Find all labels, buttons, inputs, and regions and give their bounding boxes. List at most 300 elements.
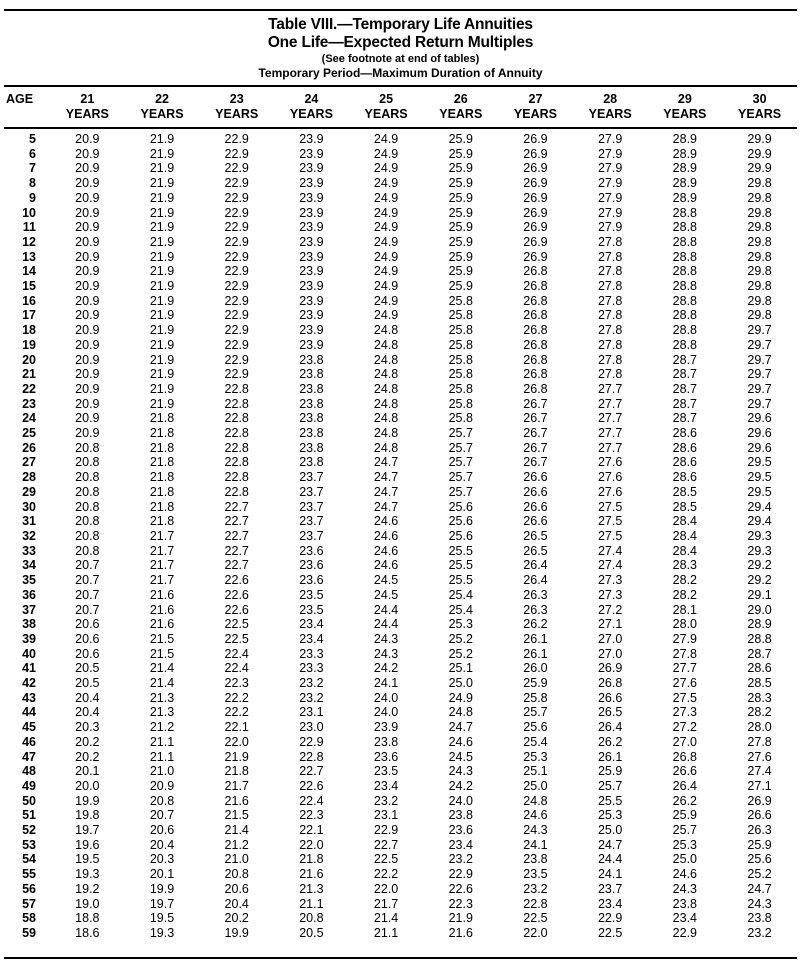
multiple-value-cell: 29.7 bbox=[747, 396, 772, 411]
multiple-value-cell: 20.0 bbox=[75, 778, 100, 793]
multiple-value-cell: 21.7 bbox=[224, 778, 249, 793]
multiple-value-cell: 22.9 bbox=[224, 337, 249, 352]
multiple-value-cell: 25.5 bbox=[448, 543, 473, 558]
multiple-value-cell: 20.4 bbox=[149, 837, 175, 852]
multiple-value-cell: 26.7 bbox=[523, 440, 548, 455]
multiple-value-cell: 25.6 bbox=[448, 499, 473, 514]
multiple-value-cell: 22.3 bbox=[448, 896, 473, 911]
table-row bbox=[4, 617, 797, 632]
multiple-value-cell: 24.6 bbox=[523, 808, 548, 823]
multiple-value-cell: 23.2 bbox=[299, 690, 324, 705]
multiple-value-cell: 24.5 bbox=[373, 587, 399, 602]
multiple-value-cell: 23.2 bbox=[373, 793, 399, 808]
table-row bbox=[4, 603, 797, 618]
multiple-value-cell: 27.3 bbox=[597, 587, 623, 602]
year-number: 26 bbox=[453, 92, 468, 106]
multiple-value-cell: 22.9 bbox=[224, 249, 249, 264]
multiple-value-cell: 22.6 bbox=[448, 881, 473, 896]
multiple-value-cell: 22.8 bbox=[224, 411, 249, 426]
multiple-value-cell: 26.6 bbox=[523, 514, 548, 529]
multiple-value-cell: 25.9 bbox=[448, 176, 473, 191]
multiple-value-cell: 26.3 bbox=[747, 823, 772, 838]
multiple-value-cell: 25.8 bbox=[448, 411, 473, 426]
year-number: 23 bbox=[229, 92, 244, 106]
multiple-value-cell: 25.0 bbox=[523, 778, 548, 793]
age-cell: 40 bbox=[22, 646, 36, 661]
multiple-value-cell: 20.1 bbox=[149, 867, 175, 882]
multiple-value-cell: 24.7 bbox=[597, 837, 623, 852]
multiple-value-cell: 28.9 bbox=[672, 146, 698, 161]
multiple-value-cell: 19.2 bbox=[75, 881, 100, 896]
table-row bbox=[4, 220, 797, 235]
multiple-value-cell: 20.8 bbox=[75, 543, 100, 558]
age-cell: 8 bbox=[29, 176, 36, 191]
multiple-value-cell: 22.0 bbox=[224, 734, 249, 749]
multiple-value-cell: 29.9 bbox=[747, 146, 772, 161]
year-number: 29 bbox=[677, 92, 692, 106]
multiple-value-cell: 26.9 bbox=[597, 661, 623, 676]
multiple-value-cell: 22.7 bbox=[299, 764, 324, 779]
multiple-value-cell: 25.1 bbox=[523, 764, 548, 779]
year-number: 27 bbox=[528, 92, 543, 106]
multiple-value-cell: 23.8 bbox=[299, 396, 324, 411]
multiple-value-cell: 23.6 bbox=[373, 749, 399, 764]
multiple-value-cell: 23.7 bbox=[299, 514, 324, 529]
table-row bbox=[4, 338, 797, 353]
multiple-value-cell: 22.5 bbox=[523, 911, 548, 926]
table-row bbox=[4, 779, 797, 794]
multiple-value-cell: 26.8 bbox=[523, 352, 548, 367]
multiple-value-cell: 27.0 bbox=[597, 631, 623, 646]
multiple-value-cell: 22.7 bbox=[224, 499, 249, 514]
multiple-value-cell: 27.7 bbox=[597, 411, 623, 426]
multiple-value-cell: 23.9 bbox=[299, 146, 324, 161]
year-column-header bbox=[125, 86, 200, 128]
age-cell: 30 bbox=[22, 499, 36, 514]
age-cell: 53 bbox=[22, 837, 36, 852]
multiple-value-cell: 20.4 bbox=[224, 896, 249, 911]
multiple-value-cell: 29.8 bbox=[747, 234, 772, 249]
multiple-value-cell: 28.2 bbox=[672, 587, 698, 602]
multiple-value-cell: 27.2 bbox=[597, 602, 623, 617]
multiple-value-cell: 28.2 bbox=[672, 573, 698, 588]
multiple-value-cell: 26.7 bbox=[523, 455, 548, 470]
multiple-value-cell: 21.1 bbox=[149, 749, 175, 764]
multiple-value-cell: 21.9 bbox=[149, 249, 175, 264]
multiple-value-cell: 23.9 bbox=[373, 720, 399, 735]
age-cell: 29 bbox=[22, 484, 36, 499]
multiple-value-cell: 22.5 bbox=[373, 852, 399, 867]
multiple-value-cell: 28.5 bbox=[672, 484, 698, 499]
multiple-value-cell: 28.7 bbox=[672, 352, 698, 367]
year-column-header bbox=[50, 86, 125, 128]
multiple-value-cell: 27.8 bbox=[597, 323, 623, 338]
multiple-value-cell: 24.8 bbox=[373, 381, 399, 396]
multiple-value-cell: 23.9 bbox=[299, 264, 324, 279]
multiple-value-cell: 20.8 bbox=[75, 484, 100, 499]
multiple-value-cell: 25.9 bbox=[448, 146, 473, 161]
multiple-value-cell: 22.9 bbox=[224, 161, 249, 176]
year-column-header bbox=[573, 86, 648, 128]
multiple-value-cell: 21.9 bbox=[149, 234, 175, 249]
multiple-value-cell: 22.5 bbox=[224, 617, 249, 632]
multiple-value-cell: 20.5 bbox=[75, 676, 100, 691]
multiple-value-cell: 20.8 bbox=[224, 867, 249, 882]
multiple-value-cell: 20.9 bbox=[75, 411, 100, 426]
multiple-value-cell: 25.9 bbox=[448, 161, 473, 176]
age-cell: 37 bbox=[22, 602, 36, 617]
age-cell: 39 bbox=[22, 631, 36, 646]
table-row bbox=[4, 823, 797, 838]
multiple-value-cell: 23.8 bbox=[299, 426, 324, 441]
multiple-value-cell: 21.8 bbox=[299, 852, 324, 867]
multiple-value-cell: 23.9 bbox=[299, 249, 324, 264]
multiple-value-cell: 27.8 bbox=[597, 367, 623, 382]
multiple-value-cell: 22.9 bbox=[597, 911, 623, 926]
bottom-rule bbox=[4, 957, 797, 959]
multiple-value-cell: 20.9 bbox=[75, 264, 100, 279]
multiple-value-cell: 23.4 bbox=[448, 837, 473, 852]
multiple-value-cell: 24.7 bbox=[373, 484, 399, 499]
multiple-value-cell: 21.9 bbox=[149, 264, 175, 279]
multiple-value-cell: 24.3 bbox=[747, 896, 772, 911]
multiple-value-cell: 19.7 bbox=[75, 823, 100, 838]
table-row bbox=[4, 235, 797, 250]
multiple-value-cell: 29.8 bbox=[747, 205, 772, 220]
multiple-value-cell: 27.6 bbox=[597, 455, 623, 470]
multiple-value-cell: 21.9 bbox=[224, 749, 249, 764]
multiple-value-cell: 24.8 bbox=[373, 337, 399, 352]
age-cell: 27 bbox=[22, 455, 36, 470]
table-title-line2: One Life—Expected Return Multiples bbox=[267, 34, 534, 51]
year-number: 21 bbox=[80, 92, 95, 106]
multiple-value-cell: 21.5 bbox=[224, 808, 249, 823]
multiple-value-cell: 24.9 bbox=[373, 308, 399, 323]
multiple-value-cell: 26.8 bbox=[672, 749, 698, 764]
multiple-value-cell: 26.4 bbox=[523, 573, 548, 588]
multiple-value-cell: 23.9 bbox=[299, 234, 324, 249]
multiple-value-cell: 25.3 bbox=[448, 617, 473, 632]
multiple-value-cell: 29.8 bbox=[747, 190, 772, 205]
years-label: YEARS bbox=[588, 107, 632, 121]
multiple-value-cell: 19.0 bbox=[75, 896, 100, 911]
multiple-value-cell: 29.7 bbox=[747, 323, 772, 338]
temporary-period-label: Temporary Period—Maximum Duration of Annuity bbox=[258, 66, 543, 80]
multiple-value-cell: 26.6 bbox=[672, 764, 698, 779]
multiple-value-cell: 23.9 bbox=[299, 190, 324, 205]
multiple-value-cell: 27.8 bbox=[597, 352, 623, 367]
multiple-value-cell: 24.2 bbox=[373, 661, 399, 676]
multiple-value-cell: 25.2 bbox=[747, 867, 772, 882]
age-cell: 57 bbox=[22, 896, 36, 911]
multiple-value-cell: 26.9 bbox=[523, 161, 548, 176]
multiple-value-cell: 27.1 bbox=[747, 778, 772, 793]
multiple-value-cell: 28.7 bbox=[672, 381, 698, 396]
multiple-value-cell: 22.3 bbox=[299, 808, 324, 823]
age-cell: 7 bbox=[29, 161, 36, 176]
multiple-value-cell: 27.9 bbox=[597, 190, 623, 205]
multiple-value-cell: 21.2 bbox=[224, 837, 249, 852]
multiple-value-cell: 20.7 bbox=[75, 573, 100, 588]
multiple-value-cell: 22.8 bbox=[523, 896, 548, 911]
multiple-value-cell: 27.8 bbox=[597, 264, 623, 279]
multiple-value-cell: 21.9 bbox=[149, 132, 175, 146]
multiple-value-cell: 23.1 bbox=[299, 705, 324, 720]
multiple-value-cell: 25.9 bbox=[747, 837, 772, 852]
multiple-value-cell: 21.3 bbox=[149, 690, 175, 705]
multiple-value-cell: 21.3 bbox=[149, 705, 175, 720]
multiple-value-cell: 25.5 bbox=[448, 573, 473, 588]
multiple-value-cell: 28.4 bbox=[672, 514, 698, 529]
table-row bbox=[4, 250, 797, 265]
multiple-value-cell: 22.7 bbox=[373, 837, 399, 852]
multiple-value-cell: 20.6 bbox=[224, 881, 249, 896]
multiple-value-cell: 21.6 bbox=[224, 793, 249, 808]
age-cell: 34 bbox=[22, 558, 36, 573]
age-cell: 11 bbox=[22, 220, 36, 235]
multiple-value-cell: 21.4 bbox=[373, 911, 399, 926]
multiple-value-cell: 20.6 bbox=[75, 617, 100, 632]
age-cell: 44 bbox=[22, 705, 36, 720]
multiple-value-cell: 22.6 bbox=[224, 573, 249, 588]
multiple-value-cell: 19.5 bbox=[75, 852, 100, 867]
multiple-value-cell: 23.8 bbox=[523, 852, 548, 867]
multiple-value-cell: 25.6 bbox=[523, 720, 548, 735]
multiple-value-cell: 25.2 bbox=[448, 631, 473, 646]
multiple-value-cell: 26.6 bbox=[523, 499, 548, 514]
multiple-value-cell: 21.8 bbox=[224, 764, 249, 779]
multiple-value-cell: 20.9 bbox=[75, 381, 100, 396]
age-cell: 23 bbox=[22, 396, 36, 411]
multiple-value-cell: 24.9 bbox=[373, 249, 399, 264]
multiple-value-cell: 22.9 bbox=[224, 176, 249, 191]
multiple-value-cell: 22.7 bbox=[224, 543, 249, 558]
table-row bbox=[4, 632, 797, 647]
multiple-value-cell: 21.9 bbox=[149, 146, 175, 161]
multiple-value-cell: 21.1 bbox=[373, 925, 399, 940]
multiple-value-cell: 19.9 bbox=[149, 881, 175, 896]
multiple-value-cell: 24.3 bbox=[373, 631, 399, 646]
years-label: YEARS bbox=[289, 107, 333, 121]
age-cell: 48 bbox=[22, 764, 36, 779]
multiple-value-cell: 28.0 bbox=[672, 617, 698, 632]
multiple-value-cell: 19.8 bbox=[75, 808, 100, 823]
table-row bbox=[4, 441, 797, 456]
multiple-value-cell: 24.9 bbox=[448, 690, 473, 705]
multiple-value-cell: 28.7 bbox=[747, 646, 772, 661]
multiple-value-cell: 21.0 bbox=[224, 852, 249, 867]
multiple-value-cell: 22.9 bbox=[224, 264, 249, 279]
multiple-value-cell: 23.3 bbox=[299, 646, 324, 661]
multiple-value-cell: 23.2 bbox=[448, 852, 473, 867]
multiple-value-cell: 23.6 bbox=[299, 573, 324, 588]
multiple-value-cell: 28.8 bbox=[672, 279, 698, 294]
multiple-value-cell: 21.4 bbox=[149, 661, 175, 676]
multiple-value-cell: 25.8 bbox=[448, 323, 473, 338]
multiple-value-cell: 20.9 bbox=[75, 352, 100, 367]
year-column-header bbox=[423, 86, 498, 128]
multiple-value-cell: 29.8 bbox=[747, 249, 772, 264]
multiple-value-cell: 21.9 bbox=[149, 308, 175, 323]
multiple-value-cell: 20.9 bbox=[149, 778, 175, 793]
year-number: 24 bbox=[304, 92, 319, 106]
multiple-value-cell: 25.9 bbox=[448, 279, 473, 294]
multiple-value-cell: 27.7 bbox=[672, 661, 698, 676]
year-column-header bbox=[274, 86, 349, 128]
multiple-value-cell: 28.4 bbox=[672, 543, 698, 558]
table-row bbox=[4, 279, 797, 294]
multiple-value-cell: 22.4 bbox=[224, 646, 249, 661]
multiple-value-cell: 24.9 bbox=[373, 176, 399, 191]
multiple-value-cell: 29.4 bbox=[747, 514, 772, 529]
multiple-value-cell: 21.1 bbox=[299, 896, 324, 911]
multiple-value-cell: 22.9 bbox=[224, 293, 249, 308]
multiple-value-cell: 27.8 bbox=[672, 646, 698, 661]
multiple-value-cell: 28.6 bbox=[672, 470, 698, 485]
multiple-value-cell: 25.5 bbox=[448, 558, 473, 573]
multiple-value-cell: 29.2 bbox=[747, 573, 772, 588]
multiple-value-cell: 26.9 bbox=[523, 234, 548, 249]
table-row bbox=[4, 764, 797, 779]
multiple-value-cell: 25.8 bbox=[448, 352, 473, 367]
table-row bbox=[4, 544, 797, 559]
multiple-value-cell: 21.7 bbox=[149, 543, 175, 558]
multiple-value-cell: 27.9 bbox=[672, 631, 698, 646]
table-row bbox=[4, 264, 797, 279]
age-cell: 17 bbox=[22, 308, 36, 323]
multiple-value-cell: 21.3 bbox=[299, 881, 324, 896]
multiple-value-cell: 20.4 bbox=[75, 705, 100, 720]
multiple-value-cell: 25.8 bbox=[448, 293, 473, 308]
multiple-value-cell: 28.8 bbox=[672, 293, 698, 308]
age-cell: 14 bbox=[22, 264, 36, 279]
year-column-header bbox=[648, 86, 723, 128]
multiple-value-cell: 26.9 bbox=[523, 176, 548, 191]
multiple-value-cell: 24.0 bbox=[448, 793, 473, 808]
multiple-value-cell: 22.8 bbox=[299, 749, 324, 764]
table-row bbox=[4, 353, 797, 368]
multiple-value-cell: 25.8 bbox=[448, 381, 473, 396]
multiple-value-cell: 23.8 bbox=[672, 896, 698, 911]
multiple-value-cell: 26.9 bbox=[523, 220, 548, 235]
multiple-value-cell: 25.7 bbox=[448, 470, 473, 485]
multiple-value-cell: 27.6 bbox=[672, 676, 698, 691]
multiple-value-cell: 29.8 bbox=[747, 279, 772, 294]
multiple-value-cell: 20.9 bbox=[75, 426, 100, 441]
multiple-value-cell: 22.8 bbox=[224, 426, 249, 441]
multiple-value-cell: 24.3 bbox=[672, 881, 698, 896]
year-number: 30 bbox=[752, 92, 767, 106]
age-cell: 36 bbox=[22, 587, 36, 602]
multiple-value-cell: 21.7 bbox=[149, 528, 175, 543]
multiple-value-cell: 24.9 bbox=[373, 234, 399, 249]
multiple-value-cell: 24.8 bbox=[373, 367, 399, 382]
multiple-value-cell: 25.6 bbox=[747, 852, 772, 867]
multiple-value-cell: 23.7 bbox=[299, 484, 324, 499]
multiple-value-cell: 24.3 bbox=[523, 823, 548, 838]
multiple-value-cell: 24.9 bbox=[373, 264, 399, 279]
multiple-value-cell: 20.4 bbox=[75, 690, 100, 705]
multiple-value-cell: 29.0 bbox=[747, 602, 772, 617]
multiple-value-cell: 23.9 bbox=[299, 176, 324, 191]
age-cell: 5 bbox=[29, 132, 36, 146]
table-body bbox=[4, 128, 797, 941]
multiple-value-cell: 21.9 bbox=[149, 176, 175, 191]
multiple-value-cell: 25.8 bbox=[523, 690, 548, 705]
multiple-value-cell: 22.5 bbox=[597, 925, 623, 940]
table-row bbox=[4, 882, 797, 897]
multiple-value-cell: 24.9 bbox=[373, 132, 399, 146]
multiple-value-cell: 23.9 bbox=[299, 323, 324, 338]
multiple-value-cell: 26.8 bbox=[523, 367, 548, 382]
multiple-value-cell: 23.0 bbox=[299, 720, 324, 735]
multiple-value-cell: 25.3 bbox=[597, 808, 623, 823]
multiple-value-cell: 25.3 bbox=[672, 837, 698, 852]
multiple-value-cell: 23.9 bbox=[299, 220, 324, 235]
multiple-value-cell: 27.9 bbox=[597, 132, 623, 146]
multiple-value-cell: 28.5 bbox=[672, 499, 698, 514]
multiple-value-cell: 22.9 bbox=[373, 823, 399, 838]
multiple-value-cell: 21.8 bbox=[149, 484, 175, 499]
table-row bbox=[4, 808, 797, 823]
age-cell: 18 bbox=[22, 323, 36, 338]
age-cell: 21 bbox=[22, 367, 36, 382]
multiple-value-cell: 27.8 bbox=[597, 337, 623, 352]
age-cell: 12 bbox=[22, 234, 36, 249]
multiple-value-cell: 23.9 bbox=[299, 293, 324, 308]
multiple-value-cell: 21.8 bbox=[149, 470, 175, 485]
multiple-value-cell: 26.5 bbox=[523, 543, 548, 558]
age-cell: 25 bbox=[22, 426, 36, 441]
table-row bbox=[4, 897, 797, 912]
multiple-value-cell: 26.4 bbox=[597, 720, 623, 735]
multiple-value-cell: 23.6 bbox=[299, 543, 324, 558]
multiple-value-cell: 23.9 bbox=[299, 337, 324, 352]
multiple-value-cell: 23.9 bbox=[299, 308, 324, 323]
multiple-value-cell: 22.6 bbox=[224, 602, 249, 617]
multiple-value-cell: 26.7 bbox=[523, 396, 548, 411]
multiple-value-cell: 25.9 bbox=[448, 190, 473, 205]
table-row bbox=[4, 558, 797, 573]
multiple-value-cell: 19.3 bbox=[75, 867, 100, 882]
multiple-value-cell: 23.4 bbox=[597, 896, 623, 911]
multiple-value-cell: 26.4 bbox=[672, 778, 698, 793]
multiple-value-cell: 27.6 bbox=[597, 484, 623, 499]
multiple-value-cell: 24.4 bbox=[373, 617, 399, 632]
age-cell: 26 bbox=[22, 440, 36, 455]
multiple-value-cell: 28.8 bbox=[672, 234, 698, 249]
multiple-value-cell: 26.8 bbox=[523, 381, 548, 396]
years-label: YEARS bbox=[738, 107, 782, 121]
multiple-value-cell: 22.0 bbox=[299, 837, 324, 852]
multiple-value-cell: 23.7 bbox=[299, 528, 324, 543]
multiple-value-cell: 24.6 bbox=[373, 514, 399, 529]
table-row bbox=[4, 926, 797, 941]
multiple-value-cell: 28.8 bbox=[672, 220, 698, 235]
multiple-value-cell: 23.8 bbox=[373, 734, 399, 749]
age-cell: 10 bbox=[22, 205, 36, 220]
multiple-value-cell: 25.0 bbox=[597, 823, 623, 838]
multiple-value-cell: 24.6 bbox=[373, 543, 399, 558]
multiple-value-cell: 22.5 bbox=[224, 631, 249, 646]
year-number: 28 bbox=[603, 92, 618, 106]
table-row bbox=[4, 455, 797, 470]
multiple-value-cell: 23.4 bbox=[299, 617, 324, 632]
multiple-value-cell: 22.9 bbox=[224, 308, 249, 323]
multiple-value-cell: 26.1 bbox=[597, 749, 623, 764]
year-column-header bbox=[498, 86, 573, 128]
age-cell: 28 bbox=[22, 470, 36, 485]
